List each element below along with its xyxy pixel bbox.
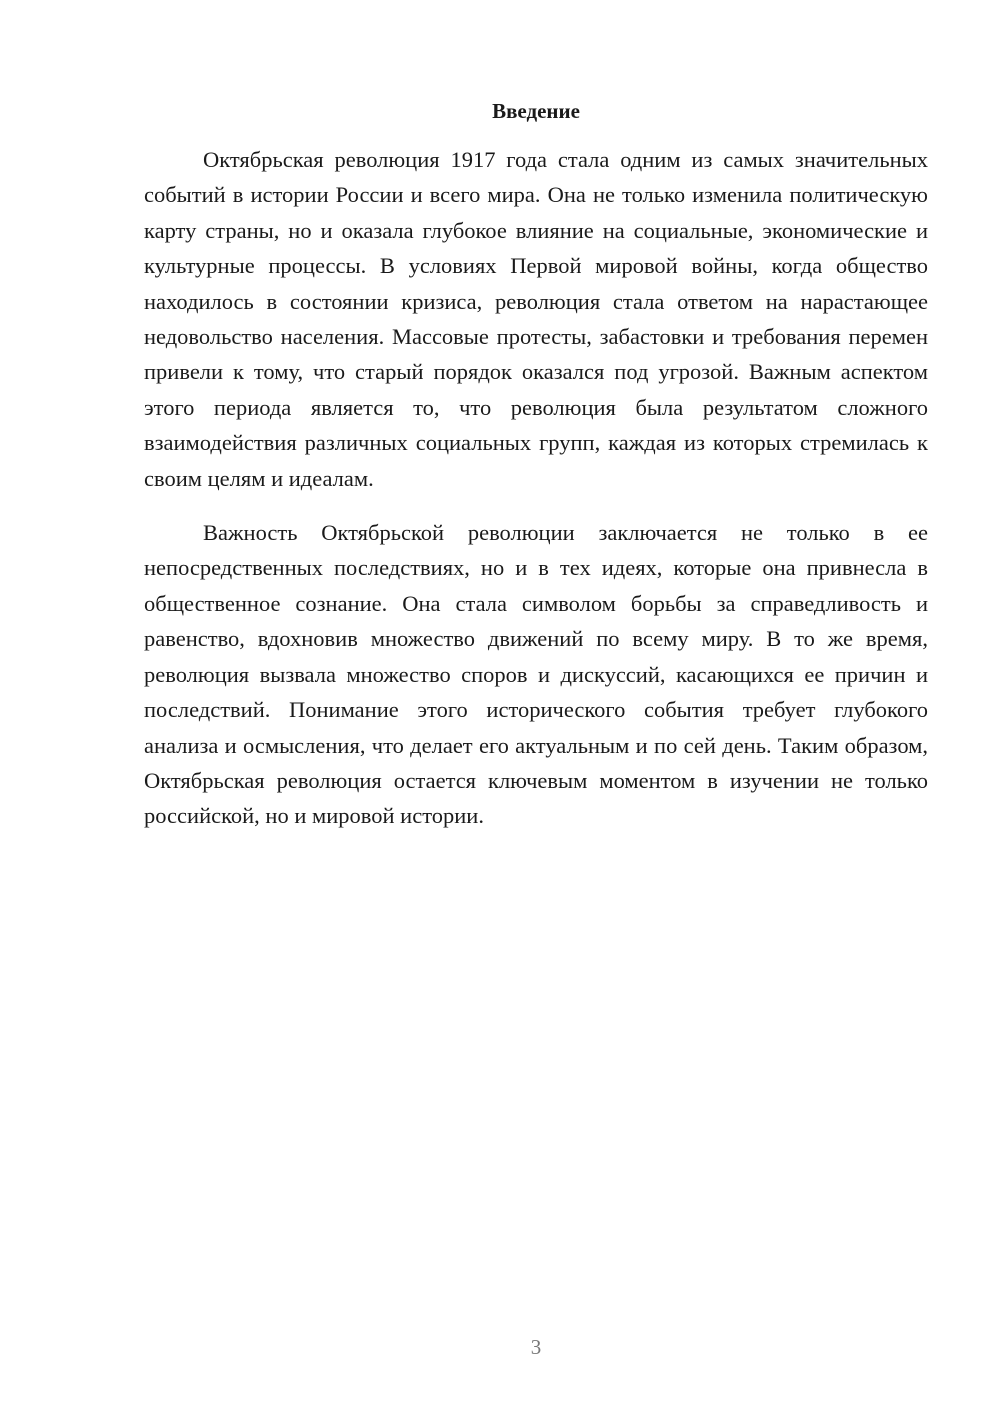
section-title: Введение — [492, 99, 580, 123]
page-number: 3 — [530, 1335, 542, 1359]
paragraph-2: Важность Октябрьской революции заключается не только в ее непосредственных последствиях, но и в тех идеях, которые она привнесла в общественное сознание. Она стала символом борьбы за справедливость и равенство, вдохновив множество движений по всему миру. В то же время, революция вызвала множество споров и дискуссий, касающихся ее причин и последствий. Понимание этого исторического события требует глубокого анализа и осмысления, что делает его актуальным и по сей день. Таким образом, Октябрьская революция остается ключевым моментом в изучении не только российской, но и мировой истории. — [144, 520, 928, 829]
body-text — [144, 142, 928, 834]
paragraph-1: Октябрьская революция 1917 года стала одним из самых значительных событий в истории России и всего мира. Она не только изменила политическую карту страны, но и оказала глубокое влияние на социальные, экономические и культурные процессы. В условиях Первой мировой войны, когда общество находилось в состоянии кризиса, революция стала ответом на нарастающее недовольство населения. Массовые протесты, забастовки и требования перемен привели к тому, что старый порядок оказался под угрозой. Важным аспектом этого периода является то, что революция была результатом сложного взаимодействия различных социальных групп, каждая из которых стремилась к своим целям и идеалам. — [144, 147, 928, 491]
